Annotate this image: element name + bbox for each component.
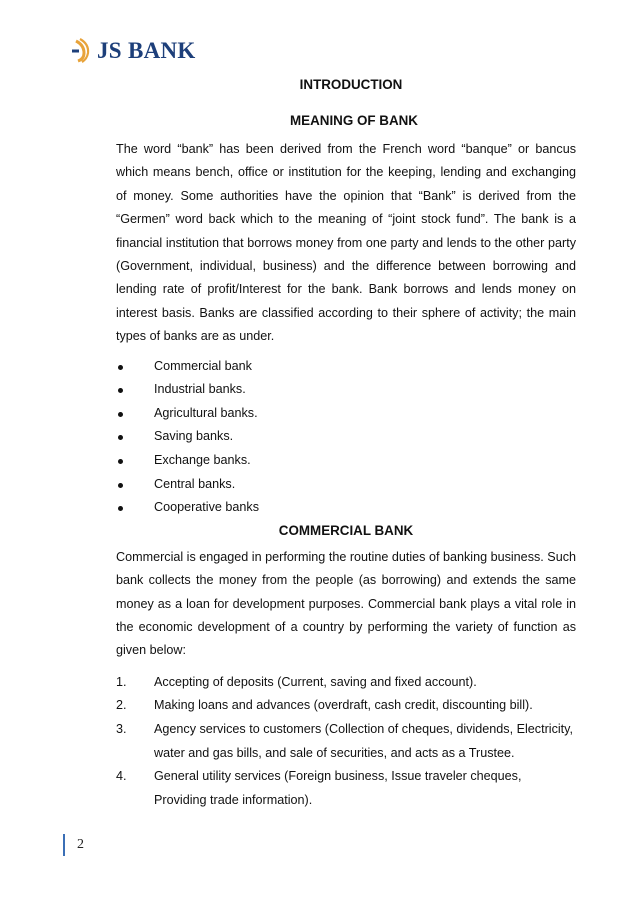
bullet-icon	[118, 388, 123, 393]
item-number: 1.	[116, 674, 127, 689]
commercial-heading: COMMERCIAL BANK	[278, 522, 414, 538]
bullet-icon	[118, 365, 123, 370]
list-item	[116, 671, 576, 695]
list-item: Agricultural banks.	[116, 402, 576, 426]
logo-text: JS BANK	[97, 37, 196, 63]
list-item	[116, 694, 576, 718]
item-text: Accepting of deposits (Current, saving and fixed account).	[154, 674, 477, 689]
item-number: 3.	[116, 722, 127, 737]
meaning-heading: MEANING OF BANK	[290, 113, 418, 128]
bank-types-list	[116, 355, 576, 520]
page-number: 2	[77, 837, 84, 852]
functions-list	[116, 671, 576, 813]
bullet-icon	[118, 435, 123, 440]
js-bank-logo	[70, 36, 196, 64]
list-item: Cooperative banks	[116, 496, 576, 520]
footer-accent-bar	[63, 834, 65, 856]
bullet-icon	[118, 506, 123, 511]
list-item	[116, 718, 576, 765]
bullet-icon	[118, 459, 123, 464]
list-item: Industrial banks.	[116, 378, 576, 402]
bullet-icon	[118, 412, 123, 417]
list-item: Exchange banks.	[116, 449, 576, 473]
bullet-icon	[118, 483, 123, 488]
list-item: Central banks.	[116, 473, 576, 497]
meaning-paragraph: The word “bank” has been derived from the French word “banque” or bancus which means bench, office or institution for the keeping, lending and exchanging of money. Some authorities have the opinion that “Bank” is derived from the “Germen” word back which to the meaning of “joint stock fund”. The bank is a financial institution that borrows money from one party and lends to the other party (Government, individual, business) and the difference between borrowing and lending rate of profit/Interest for the bank. Bank borrows and lends money on interest basis. Banks are classified according to their sphere of activity; the main types of banks are as under.	[116, 142, 576, 344]
list-item: Commercial bank	[116, 355, 576, 379]
intro-heading: INTRODUCTION	[299, 77, 403, 92]
list-item: Saving banks.	[116, 425, 576, 449]
document-body	[116, 74, 576, 812]
item-number: 2.	[116, 698, 127, 713]
item-text: Agency services to customers (Collection of cheques, dividends, Electricity, water and gas bills, and sale of securities, and acts as a Trustee.	[154, 722, 574, 760]
commercial-paragraph: Commercial is engaged in performing the routine duties of banking business. Such bank collects the money from the people (as borrowing) and extends the same money as a loan for development purposes. Commercial bank plays a vital role in the economic development of a country by performing the variety of function as given below:	[116, 549, 576, 658]
item-text: General utility services (Foreign business, Issue traveler cheques, Providing trade information).	[154, 769, 522, 807]
item-number: 4.	[116, 769, 127, 784]
item-text: Making loans and advances (overdraft, cash credit, discounting bill).	[154, 698, 533, 713]
js-bank-logo-icon	[70, 37, 96, 63]
list-item	[116, 765, 576, 812]
